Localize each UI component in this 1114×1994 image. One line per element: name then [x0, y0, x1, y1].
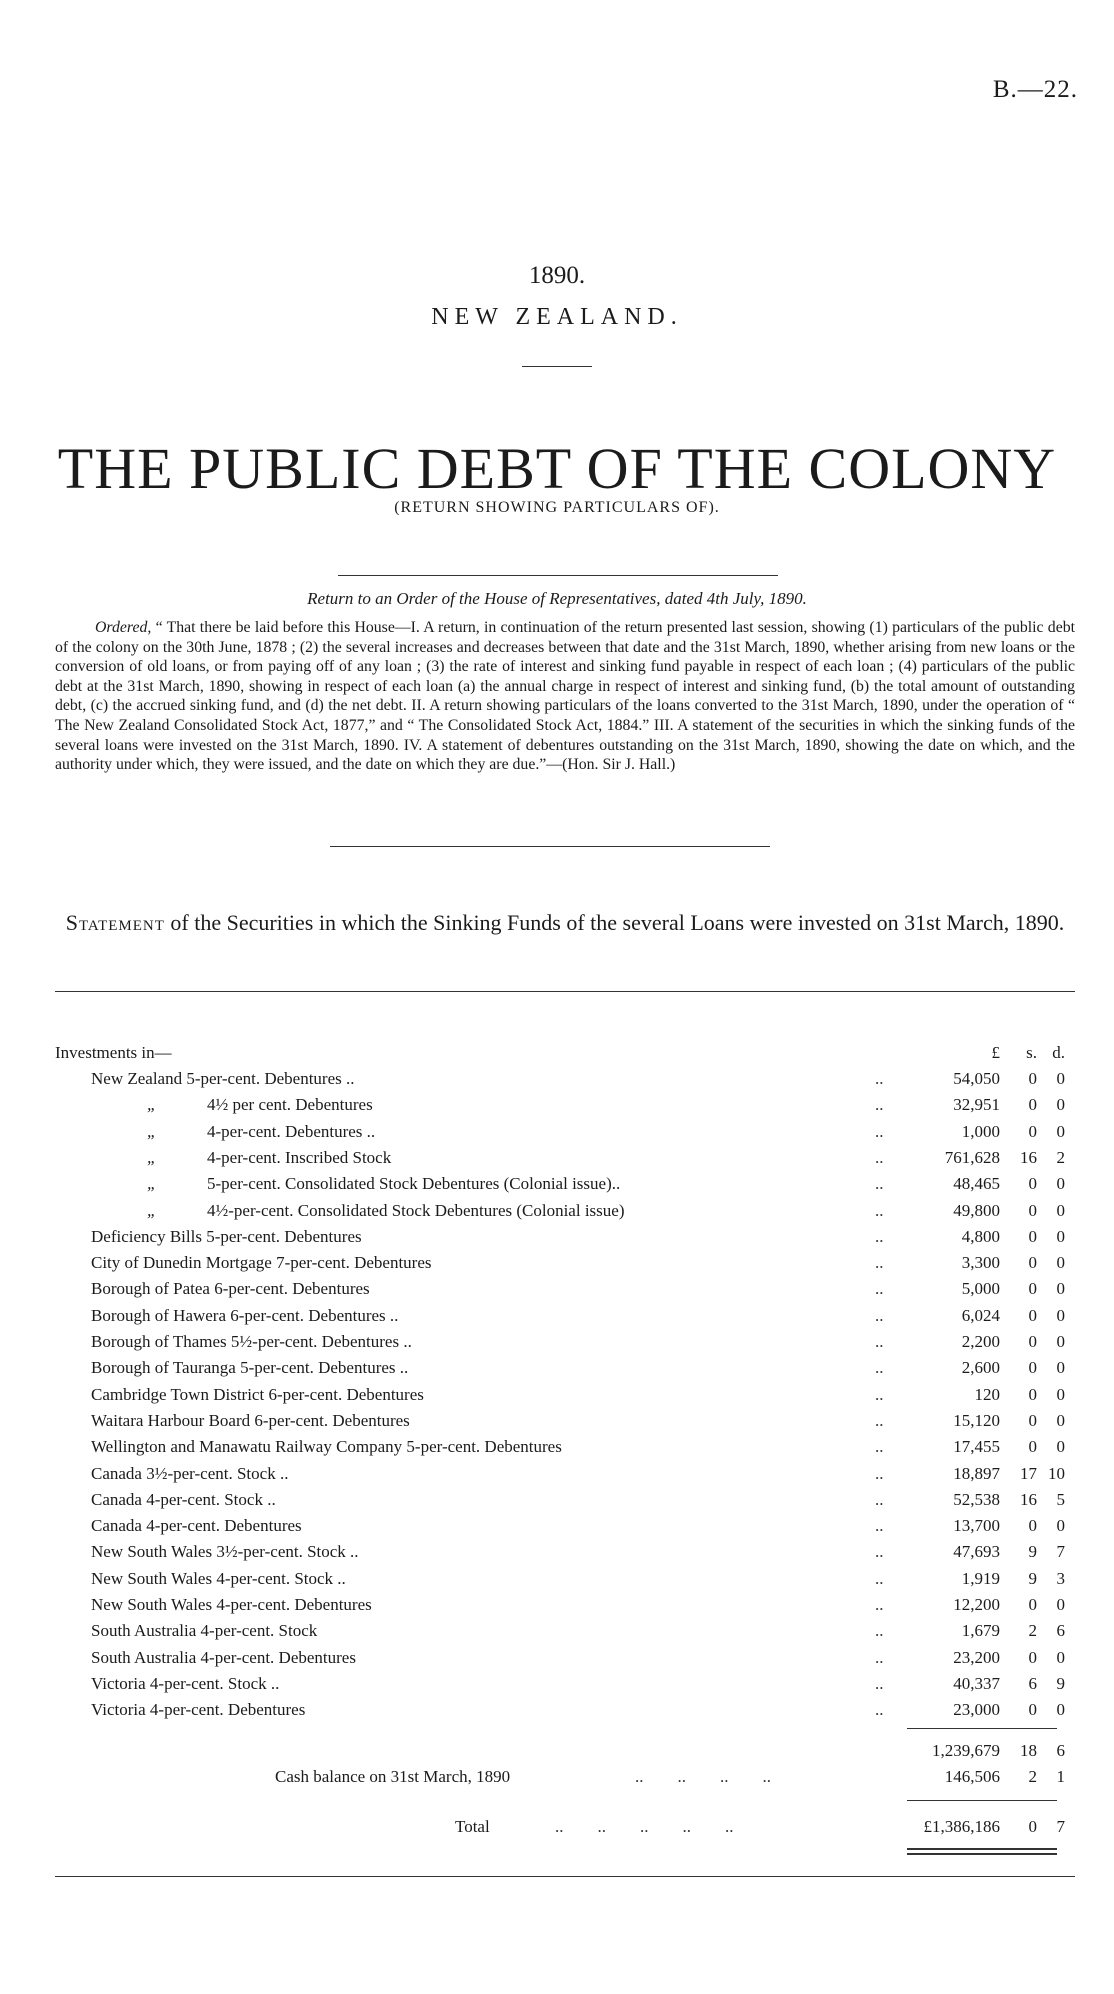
header-pounds: £: [991, 1043, 1000, 1062]
table-row: [55, 1355, 1075, 1381]
row-shillings: 0: [1028, 1384, 1037, 1404]
row-pounds: 1,679: [961, 1621, 1000, 1641]
row-pence: 0: [1056, 1305, 1065, 1325]
row-pence: 0: [1056, 1647, 1065, 1667]
row-label: Canada 4-per-cent. Debentures: [91, 1516, 302, 1536]
subtotal-row: [55, 1738, 1075, 1764]
divider-table-top: [55, 991, 1075, 992]
table-row: [55, 1382, 1075, 1408]
row-pounds: 4,800: [961, 1226, 1000, 1246]
subtotal-pounds: 1,239,679: [932, 1741, 1000, 1760]
row-shillings: 0: [1028, 1095, 1037, 1115]
row-pounds: 120: [974, 1384, 1000, 1404]
divider-short: [522, 366, 592, 367]
row-shillings: 0: [1028, 1700, 1037, 1720]
row-shillings: 0: [1028, 1121, 1037, 1141]
dot-leader: ..: [875, 1410, 884, 1430]
dot-leader: ..: [875, 1200, 884, 1220]
dot-leader: ..: [875, 1305, 884, 1325]
table-row: [55, 1224, 1075, 1250]
table-row: [55, 1303, 1075, 1329]
row-label: Victoria 4-per-cent. Debentures: [91, 1700, 306, 1720]
row-pence: 0: [1056, 1332, 1065, 1351]
row-pence: 0: [1056, 1226, 1065, 1246]
table-row: [55, 1250, 1075, 1276]
row-pounds: 6,024: [961, 1305, 1000, 1325]
total-double-rule-2: [907, 1853, 1057, 1855]
table-row: [55, 1145, 1075, 1171]
order-paragraph: [55, 618, 1075, 775]
row-pounds: 17,455: [953, 1437, 1000, 1457]
table-row: [55, 1408, 1075, 1434]
row-label: City of Dunedin Mortgage 7-per-cent. Debentures: [91, 1253, 432, 1273]
row-pence: 0: [1056, 1437, 1065, 1457]
row-shillings: 2: [1028, 1621, 1037, 1641]
divider-order-bottom: [330, 846, 770, 847]
table-row: [55, 1618, 1075, 1644]
cash-shillings: 2: [1028, 1767, 1037, 1786]
dot-leader: ..: [875, 1095, 884, 1115]
row-shillings: 0: [1028, 1410, 1037, 1430]
dot-leader: ..: [875, 1174, 884, 1194]
total-label: Total: [455, 1817, 490, 1836]
row-pounds: 1,000: [961, 1121, 1000, 1141]
ditto-mark: „: [147, 1147, 157, 1167]
row-pence: 0: [1056, 1410, 1065, 1430]
dot-leader: ..: [875, 1437, 884, 1457]
total-double-rule-1: [907, 1848, 1057, 1850]
row-pence: 0: [1056, 1095, 1065, 1115]
row-shillings: 9: [1028, 1542, 1037, 1562]
row-pounds: 3,300: [961, 1253, 1000, 1273]
statement-lead: Statement: [65, 910, 165, 935]
table-row: [55, 1461, 1075, 1487]
document-reference: B.—22.: [992, 76, 1078, 103]
row-pence: 0: [1056, 1069, 1065, 1088]
table-row: [55, 1487, 1075, 1513]
row-label: 4½ per cent. Debentures: [207, 1095, 373, 1115]
row-pounds: 54,050: [953, 1069, 1000, 1088]
cash-row: [55, 1764, 1075, 1790]
dot-leader: ..: [875, 1489, 884, 1509]
table-row: [55, 1171, 1075, 1197]
cash-label: Cash balance on 31st March, 1890: [275, 1767, 511, 1786]
cash-rule: [907, 1800, 1057, 1801]
dot-leader: ..: [875, 1332, 884, 1351]
row-label: Borough of Tauranga 5-per-cent. Debentures ..: [91, 1358, 409, 1378]
row-label: Canada 4-per-cent. Stock ..: [91, 1489, 276, 1509]
dot-leader: ..: [875, 1673, 884, 1693]
row-pence: 0: [1056, 1121, 1065, 1141]
row-label: New Zealand 5-per-cent. Debentures ..: [91, 1069, 355, 1088]
dot-leader: ..: [875, 1647, 884, 1667]
section-label: Investments in—: [55, 1043, 172, 1062]
table-row: [55, 1092, 1075, 1118]
row-label: Cambridge Town District 6-per-cent. Debentures: [91, 1384, 424, 1404]
row-label: Waitara Harbour Board 6-per-cent. Debentures: [91, 1410, 410, 1430]
row-pence: 5: [1056, 1489, 1065, 1509]
document-year: 1890.: [528, 262, 586, 289]
row-shillings: 0: [1028, 1200, 1037, 1220]
dot-leader: ..: [875, 1358, 884, 1378]
row-pence: 0: [1056, 1384, 1065, 1404]
total-pounds: £1,386,186: [923, 1817, 1000, 1836]
statement-rest: of the Securities in which the Sinking Funds of the several Loans were invested on 31st March, 1890.: [164, 910, 1065, 935]
header-pence: d.: [1052, 1043, 1065, 1062]
ditto-mark: „: [147, 1174, 157, 1194]
row-shillings: 9: [1028, 1568, 1037, 1588]
row-pence: 0: [1056, 1595, 1065, 1614]
subtotal-pence: 6: [1056, 1741, 1065, 1760]
row-pounds: 1,919: [961, 1568, 1000, 1588]
row-pence: 9: [1056, 1673, 1065, 1693]
row-label: Wellington and Manawatu Railway Company 5-per-cent. Debentures: [91, 1437, 562, 1457]
row-pounds: 12,200: [953, 1595, 1000, 1614]
dot-leader: ..: [875, 1279, 884, 1299]
row-pence: 10: [1048, 1463, 1065, 1483]
table-row: [55, 1066, 1075, 1092]
ditto-mark: „: [147, 1200, 157, 1220]
dot-leader: ..: [875, 1516, 884, 1536]
dot-leader: ..: [875, 1568, 884, 1588]
header-shillings: s.: [1026, 1043, 1037, 1062]
row-label: Borough of Patea 6-per-cent. Debentures: [91, 1279, 370, 1299]
row-label: Borough of Hawera 6-per-cent. Debentures ..: [91, 1305, 399, 1325]
cash-pounds: 146,506: [944, 1767, 1000, 1786]
subtotal-rule: [907, 1728, 1057, 1729]
ditto-mark: „: [147, 1121, 157, 1141]
row-pounds: 15,120: [953, 1410, 1000, 1430]
dot-leader: ..: [875, 1595, 884, 1614]
divider-page-bottom: [55, 1876, 1075, 1877]
row-label: 4-per-cent. Debentures ..: [207, 1121, 376, 1141]
ditto-mark: „: [147, 1095, 157, 1115]
page-title: THE PUBLIC DEBT OF THE COLONY: [57, 436, 1057, 501]
row-pounds: 47,693: [953, 1542, 1000, 1562]
dot-leader: ..: [875, 1700, 884, 1720]
row-label: South Australia 4-per-cent. Debentures: [91, 1647, 356, 1667]
row-shillings: 0: [1028, 1595, 1037, 1614]
row-shillings: 0: [1028, 1226, 1037, 1246]
table-row: [55, 1671, 1075, 1697]
row-pence: 7: [1056, 1542, 1065, 1562]
cash-pence: 1: [1056, 1767, 1065, 1786]
row-shillings: 0: [1028, 1358, 1037, 1378]
cash-leader: .. .. .. ..: [635, 1767, 771, 1786]
row-pence: 3: [1056, 1568, 1065, 1588]
row-pence: 6: [1056, 1621, 1065, 1641]
dot-leader: ..: [875, 1147, 884, 1167]
row-pence: 0: [1056, 1279, 1065, 1299]
table-row: [55, 1697, 1075, 1723]
dot-leader: ..: [875, 1121, 884, 1141]
row-pounds: 18,897: [953, 1463, 1000, 1483]
row-pounds: 23,000: [953, 1700, 1000, 1720]
row-label: Canada 3½-per-cent. Stock ..: [91, 1463, 289, 1483]
row-shillings: 0: [1028, 1279, 1037, 1299]
row-shillings: 16: [1020, 1489, 1037, 1509]
row-shillings: 0: [1028, 1305, 1037, 1325]
row-shillings: 0: [1028, 1253, 1037, 1273]
table-row: [55, 1276, 1075, 1302]
row-pounds: 49,800: [953, 1200, 1000, 1220]
total-pence: 7: [1056, 1817, 1065, 1836]
row-shillings: 0: [1028, 1647, 1037, 1667]
row-pounds: 2,600: [961, 1358, 1000, 1378]
row-label: New South Wales 3½-per-cent. Stock ..: [91, 1542, 359, 1562]
row-label: New South Wales 4-per-cent. Debentures: [91, 1595, 372, 1614]
page-subtitle: (RETURN SHOWING PARTICULARS OF).: [394, 499, 720, 516]
row-label: 5-per-cent. Consolidated Stock Debentures (Colonial issue)..: [207, 1174, 621, 1194]
row-pence: 0: [1056, 1200, 1065, 1220]
row-shillings: 0: [1028, 1069, 1037, 1088]
subtotal-shillings: 18: [1020, 1741, 1037, 1760]
statement-heading: [55, 910, 1075, 936]
row-pence: 0: [1056, 1700, 1065, 1720]
table-row: [55, 1434, 1075, 1460]
dot-leader: ..: [875, 1226, 884, 1246]
table-row: [55, 1513, 1075, 1539]
row-pence: 0: [1056, 1516, 1065, 1536]
row-pounds: 52,538: [953, 1489, 1000, 1509]
order-heading: Return to an Order of the House of Representatives, dated 4th July, 1890.: [307, 589, 807, 608]
row-pounds: 40,337: [953, 1673, 1000, 1693]
row-shillings: 16: [1020, 1147, 1037, 1167]
row-label: South Australia 4-per-cent. Stock: [91, 1621, 318, 1641]
row-pounds: 23,200: [953, 1647, 1000, 1667]
row-pence: 2: [1056, 1147, 1065, 1167]
row-pounds: 13,700: [953, 1516, 1000, 1536]
row-pence: 0: [1056, 1253, 1065, 1273]
table-row: [55, 1566, 1075, 1592]
row-shillings: 0: [1028, 1516, 1037, 1536]
row-label: Victoria 4-per-cent. Stock ..: [91, 1673, 280, 1693]
dot-leader: ..: [875, 1253, 884, 1273]
row-pounds: 48,465: [953, 1174, 1000, 1194]
table-row: [55, 1198, 1075, 1224]
row-label: Borough of Thames 5½-per-cent. Debentures ..: [91, 1332, 412, 1351]
dot-leader: ..: [875, 1069, 884, 1088]
table-row: [55, 1539, 1075, 1565]
row-shillings: 0: [1028, 1332, 1037, 1351]
ordered-word: Ordered,: [95, 619, 152, 636]
dot-leader: ..: [875, 1621, 884, 1641]
row-label: New South Wales 4-per-cent. Stock ..: [91, 1568, 346, 1588]
dot-leader: ..: [875, 1542, 884, 1562]
row-shillings: 17: [1020, 1463, 1037, 1483]
row-pounds: 5,000: [961, 1279, 1000, 1299]
table-row: [55, 1592, 1075, 1618]
order-body: “ That there be laid before this House—I. A return, in continuation of the return presented last session, showing (1) particulars of the public debt of the colony on the 30th June, 1878 ; (2) the several increases and decreases between that date and the 31st March, 1890, whether arising from new loans or the conversion of old loans, or from paying off of any loan ; (3) the rate of interest and sinking fund payable in respect of each loan ; (4) particulars of the public debt at the 31st March, 1890, showing in respect of each loan (a) the annual charge in respect of interest and sinking fund, (b) the total amount of outstanding debt, (c) the accrued sinking fund, and (d) the net debt. II. A return showing particulars of the loans converted to the 31st March, 1890, under the operation of “ The New Zealand Consolidated Stock Act, 1877,” and “ The Consolidated Stock Act, 1884.” III. A statement of the securities in which the sinking funds of the several loans were invested on the 31st March, 1890. IV. A statement of debentures outstanding on the 31st March, 1890, showing the date on which, and the authority under which, they were issued, and the date on which they are due.”—(Hon. Sir J. Hall.): [55, 619, 1075, 774]
row-pence: 0: [1056, 1358, 1065, 1378]
country-heading: NEW ZEALAND.: [431, 304, 683, 330]
section-label-row: [55, 1040, 1075, 1066]
row-shillings: 0: [1028, 1174, 1037, 1194]
total-row: [55, 1814, 1075, 1840]
total-shillings: 0: [1028, 1817, 1037, 1836]
row-shillings: 0: [1028, 1437, 1037, 1457]
total-leader: .. .. .. .. ..: [555, 1817, 734, 1836]
table-row: [55, 1329, 1075, 1355]
row-pence: 0: [1056, 1174, 1065, 1194]
table-row: [55, 1645, 1075, 1671]
row-pounds: 32,951: [953, 1095, 1000, 1115]
dot-leader: ..: [875, 1463, 884, 1483]
divider-order-top: [338, 575, 778, 576]
row-shillings: 6: [1028, 1673, 1037, 1693]
table-row: [55, 1119, 1075, 1145]
dot-leader: ..: [875, 1384, 884, 1404]
row-label: Deficiency Bills 5-per-cent. Debentures: [91, 1226, 362, 1246]
row-label: 4½-per-cent. Consolidated Stock Debentures (Colonial issue): [207, 1200, 625, 1220]
row-pounds: 2,200: [961, 1332, 1000, 1351]
row-label: 4-per-cent. Inscribed Stock: [207, 1147, 392, 1167]
row-pounds: 761,628: [944, 1147, 1000, 1167]
